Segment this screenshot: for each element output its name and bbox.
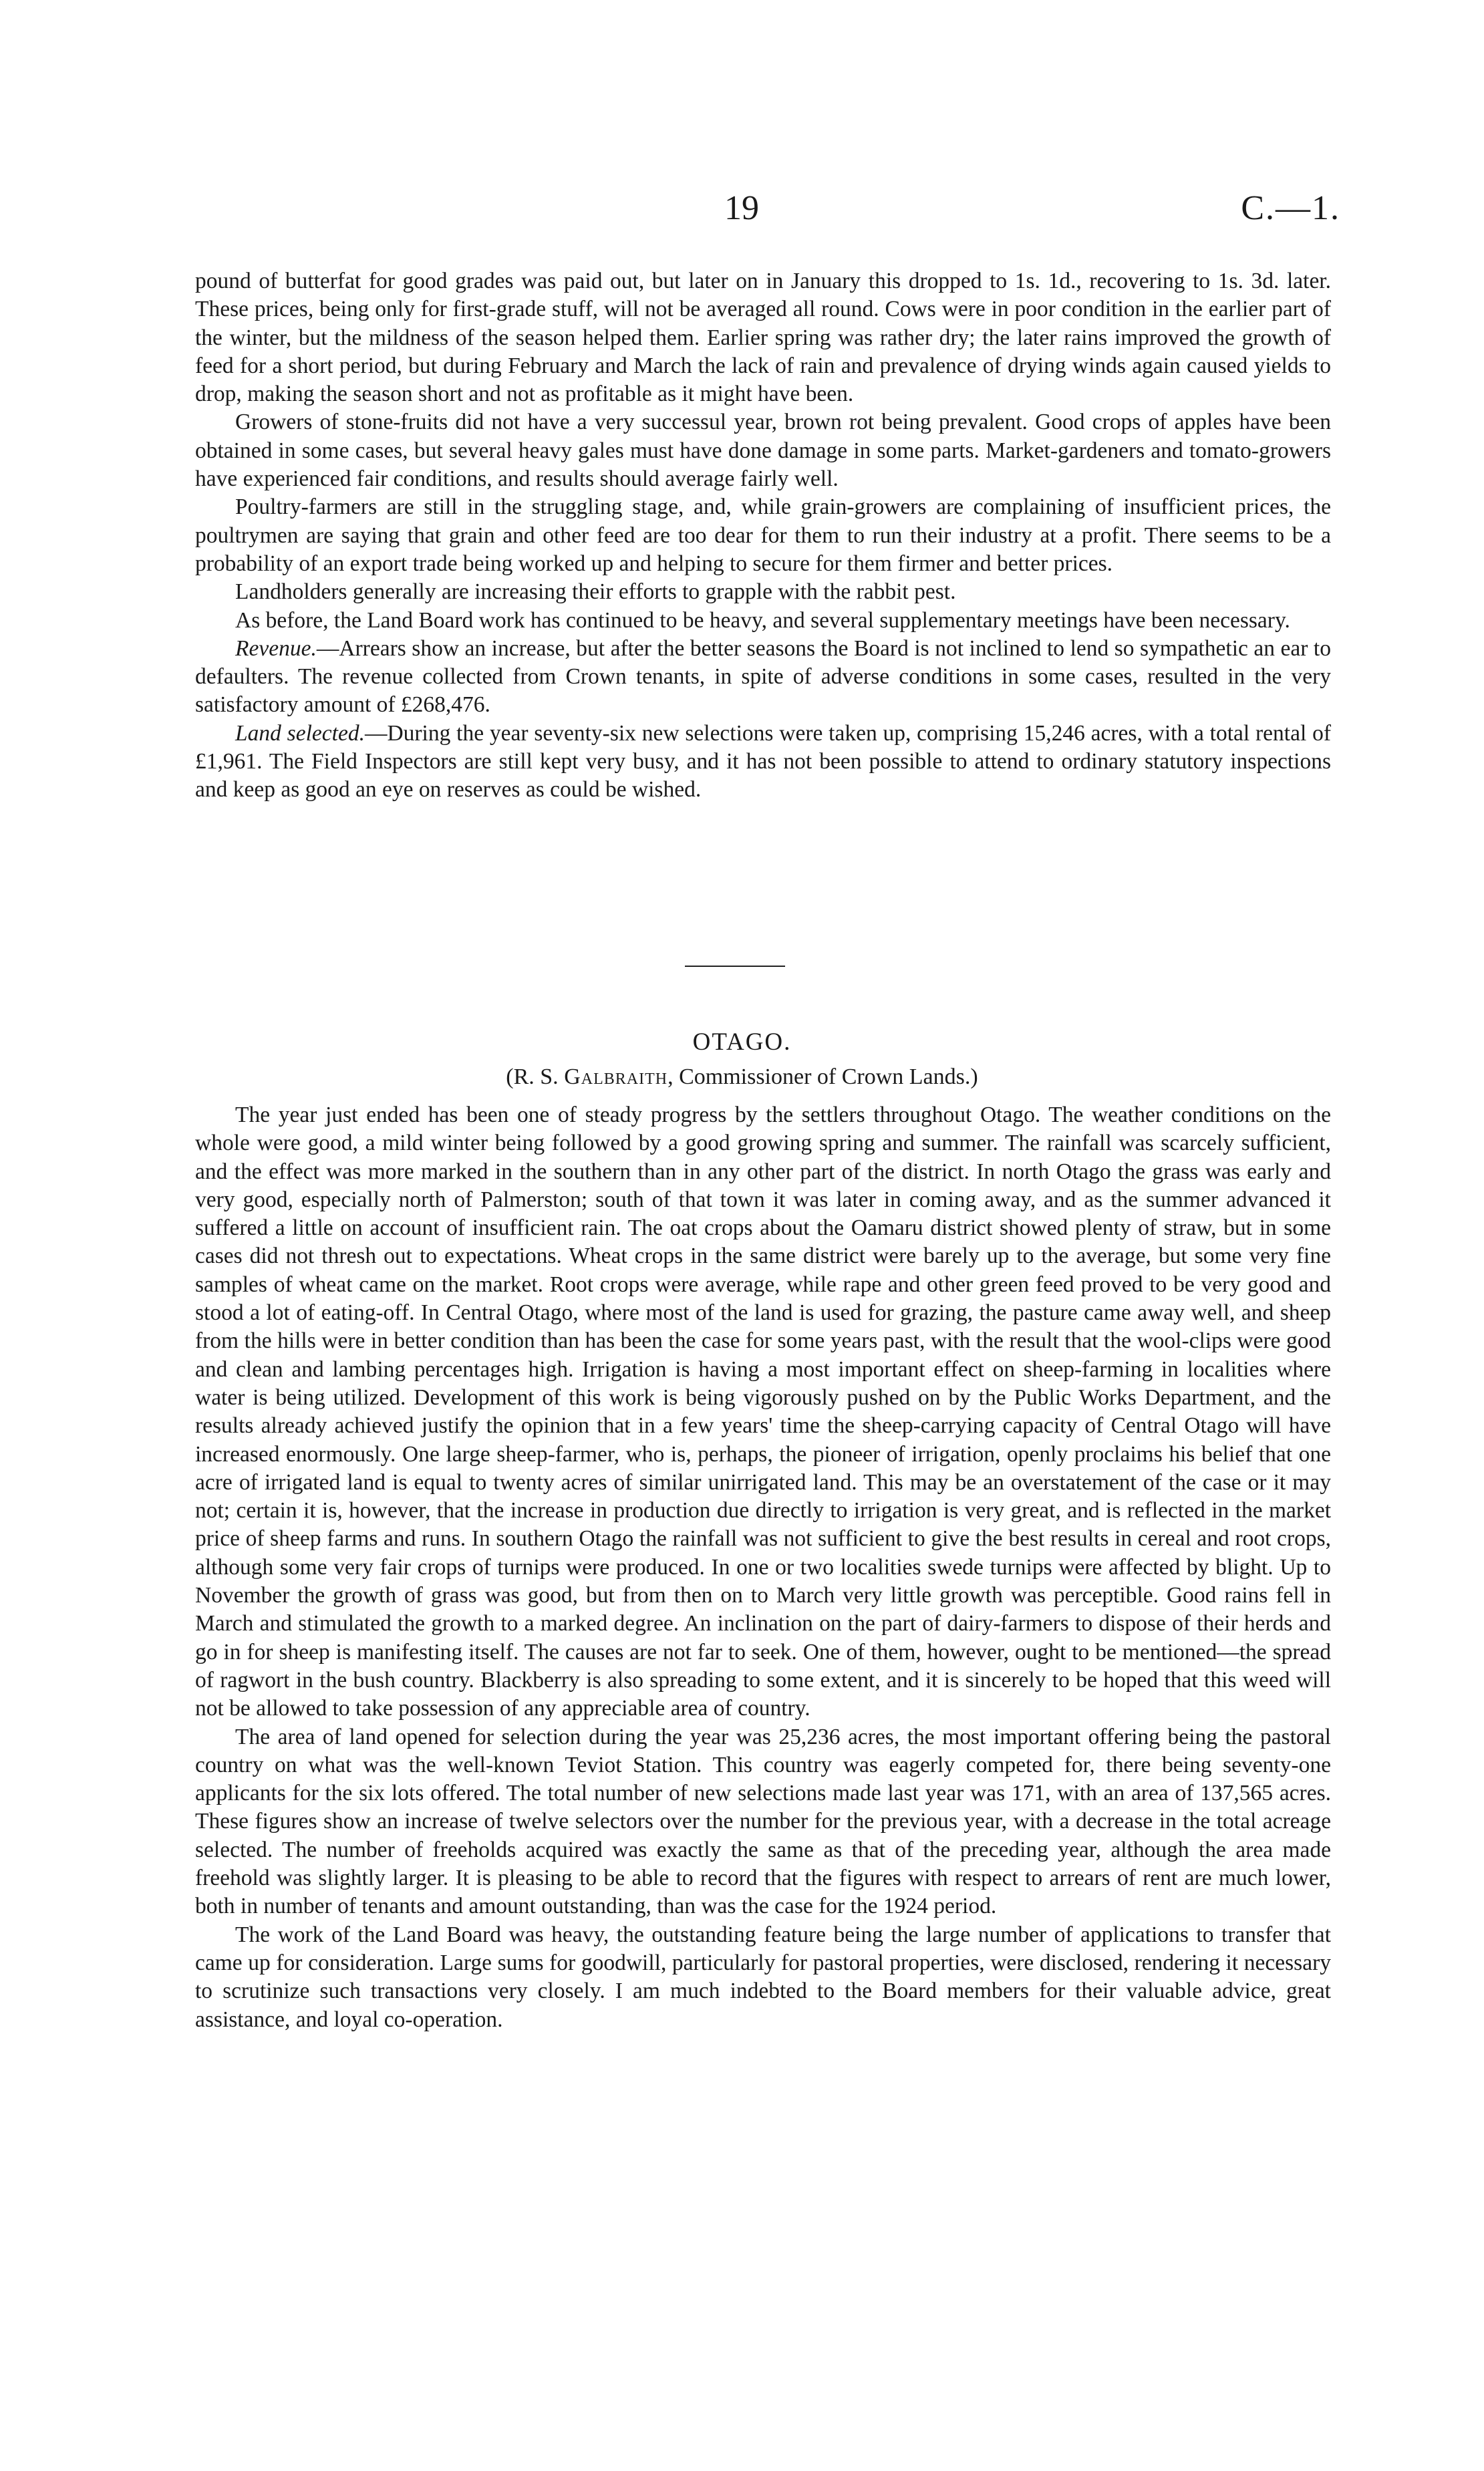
page-number: 19 [724,189,759,227]
land-selected-heading: Land selected. [235,720,365,746]
revenue-text: —Arrears show an increase, but after the better seasons the Board is not inclined to lend so sympathetic an ear to defaulters. The revenue collected from Crown tenants, in spite of adverse conditions in some cases, resulted in the very satisfactory amount of £268,476. [195,635,1331,718]
section-title-otago: OTAGO. [692,1028,792,1056]
byline-close: , Commissioner of Crown Lands.) [667,1064,978,1089]
revenue-heading: Revenue. [235,635,317,661]
paragraph-otago-progress: The year just ended has been one of steady progress by the settlers throughout Otago. The weather conditions on the whole were good, a mild winter being followed by a good growing spring and summer. The rainfall was scarcely sufficient, and the effect was more marked in the southern than in any other part of the district. In north Otago the grass was early and very good, especially north of Palmerston; south of that town it was later in coming away, and as the summer advanced it suffered a little on account of insufficient rain. The oat crops about the Oamaru district showed plenty of straw, but in some cases did not thresh out to expectations. Wheat crops in the same district were barely up to the average, but some very fine samples of wheat came on the market. Root crops were average, while rape and other green feed proved to be very good and stood a lot of eating-off. In Central Otago, where most of the land is used for grazing, the pasture came away well, and sheep from the hills were in better condition than has been the case for some years past, with the result that the wool-clips were good and clean and lambing percentages high. Irrigation is having a most important effect on sheep-farming in localities where water is being utilized. Development of this work is being vigorously pushed on by the Public Works Department, and the results already achieved justify the opinion that in a few years' time the sheep-carrying capacity of Central Otago will have increased enormously. One large sheep-farmer, who is, perhaps, the pioneer of irrigation, openly proclaims his belief that one acre of irrigated land is equal to twenty acres of similar unirrigated land. This may be an overstatement of the case or it may not; certain it is, however, that the increase in production due directly to irrigation is very great, and is reflected in the market price of sheep farms and runs. In southern Otago the rainfall was not sufficient to give the best results in cereal and root crops, although some very fair crops of turnips were produced. In one or two localities swede turnips were affected by blight. Up to November the growth of grass was good, but from then on to March very little growth was perceptible. Good rains fell in March and stimulated the growth to a marked degree. An inclination on the part of dairy-farmers to dispose of their herds and go in for sheep is manifesting itself. The causes are not far to seek. One of them, however, ought to be mentioned—the spread of ragwort in the bush country. Blackberry is also spreading to some extent, and it is sincerely to be hoped that this weed will not be allowed to take possession of any appreciable area of country. [195,1103,1331,1721]
paragraph-revenue [195,635,1331,720]
paragraph-land-selected [195,720,1331,805]
commissioner-name: Galbraith [564,1064,668,1089]
paragraph-otago-land-board: The work of the Land Board was heavy, the outstanding feature being the large number of applications to transfer that came up for consideration. Large sums for goodwill, particularly for pastoral properties, were disclosed, rendering it necessary to scrutinize such transactions very closely. I am much indebted to the Board members for their valuable advice, great assistance, and loyal co-operation. [195,1922,1331,2032]
byline-open: (R. S. [506,1064,565,1089]
document-reference: C.—1. [1241,189,1340,227]
paragraph-rabbit-pest: Landholders generally are increasing their efforts to grapple with the rabbit pest. [235,579,956,605]
section-divider [685,966,785,967]
land-selected-text: —During the year seventy-six new selections were taken up, comprising 15,246 acres, with a total rental of £1,961. The Field Inspectors are still kept very busy, and it has not been possible to attend to ordinary statutory inspections and keep as good an eye on reserves as could be wished. [195,720,1331,803]
top-section [195,267,1331,805]
paragraph-poultry: Poultry-farmers are still in the struggling stage, and, while grain-growers are complaining of insufficient prices, the poultrymen are saying that grain and other feed are too dear for them to run their industry at a profit. There seems to be a probability of an export trade being worked up and helping to secure for them firmer and better prices. [195,494,1331,576]
paragraph-land-board-work: As before, the Land Board work has continued to be heavy, and several supplementary meetings have been necessary. [235,607,1290,633]
paragraph-otago-selection: The area of land opened for selection during the year was 25,236 acres, the most important offering being the pastoral country on what was the well-known Teviot Station. This country was eagerly competed for, there being seventy-one applicants for the six lots offered. The total number of new selections made last year was 171, with an area of 137,565 acres. These figures show an increase of twelve selectors over the number for the previous year, with a decrease in the total acreage selected. The number of freeholds acquired was exactly the same as that of the preceding year, although the area made freehold was slightly larger. It is pleasing to be able to record that the figures with respect to arrears of rent are much lower, both in number of tenants and amount outstanding, than was the case for the 1924 period. [195,1724,1331,1919]
paragraph-butterfat: pound of butterfat for good grades was paid out, but later on in January this dropped to 1s. 1d., recovering to 1s. 3d. later. These prices, being only for first-grade stuff, will not be averaged all round. Cows were in poor condition in the earlier part of the winter, but the mildness of the season helped them. Earlier spring was rather dry; the later rains improved the growth of feed for a short period, but during February and March the lack of rain and prevalence of drying winds again caused yields to drop, making the season short and not as profitable as it might have been. [195,269,1331,407]
commissioner-byline [0,1062,1484,1092]
paragraph-stone-fruits: Growers of stone-fruits did not have a very successul year, brown rot being prevalent. Good crops of apples have been obtained in some cases, but several heavy gales must have done damage in some parts. Market-gardeners and tomato-growers have experienced fair conditions, and results should average fairly well. [195,410,1331,492]
otago-section [195,1101,1331,2034]
